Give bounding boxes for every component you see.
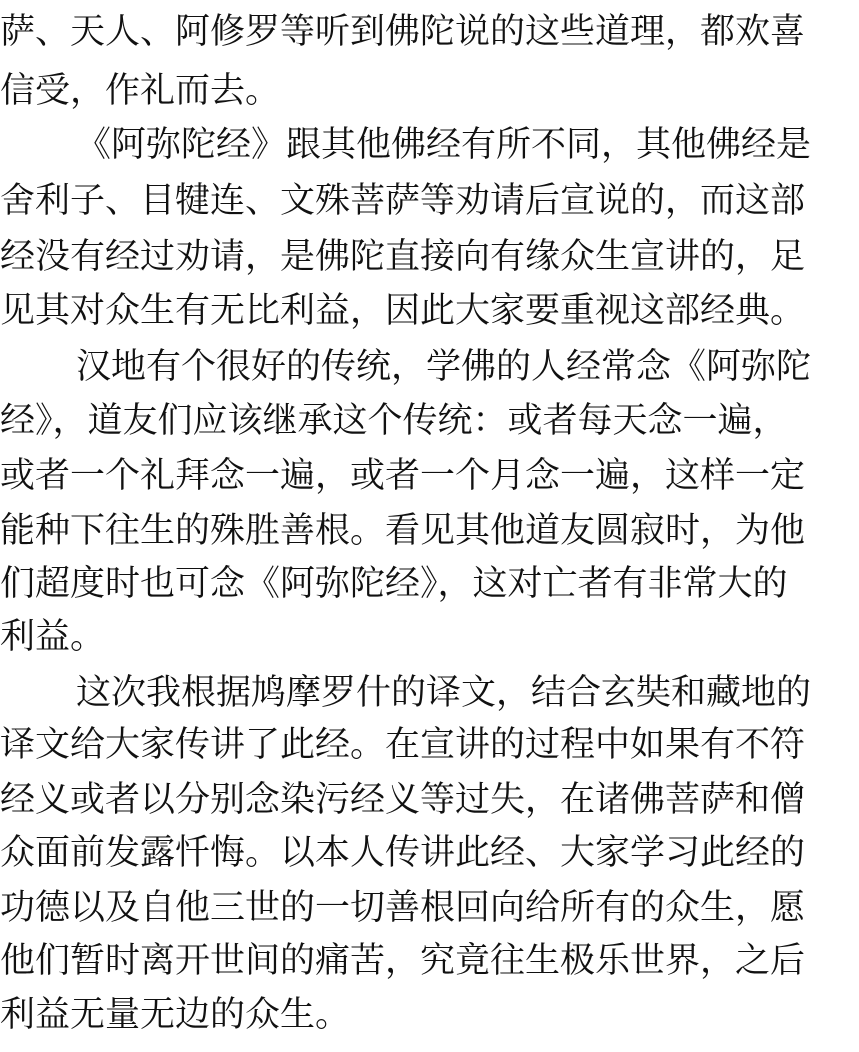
paragraph-first-line: 这次我根据鸠摩罗什的译文，结合玄奘和藏地的 bbox=[76, 673, 812, 713]
text-line: 们超度时也可念《阿弥陀经》，这对亡者有非常大的 bbox=[0, 564, 788, 604]
text-line: 他们暂时离开世间的痛苦，究竟往生极乐世界，之后 bbox=[0, 941, 806, 981]
text-line: 萨、天人、阿修罗等听到佛陀说的这些道理，都欢喜 bbox=[0, 12, 806, 52]
text-line: 经》，道友们应该继承这个传统：或者每天念一遍， bbox=[0, 401, 788, 441]
text-line: 利益。 bbox=[0, 617, 106, 657]
text-line: 译文给大家传讲了此经。在宣讲的过程中如果有不符 bbox=[0, 725, 806, 765]
text-line: 信受，作礼而去。 bbox=[0, 71, 281, 111]
text-line: 经义或者以分别念染污经义等过失，在诸佛菩萨和僧 bbox=[0, 780, 806, 820]
text-line: 经没有经过劝请，是佛陀直接向有缘众生宣讲的，足 bbox=[0, 237, 806, 277]
text-line: 能种下往生的殊胜善根。看见其他道友圆寂时，为他 bbox=[0, 511, 806, 551]
text-line: 舍利子、目犍连、文殊菩萨等劝请后宣说的，而这部 bbox=[0, 181, 806, 221]
text-line: 功德以及自他三世的一切善根回向给所有的众生，愿 bbox=[0, 888, 806, 928]
text-line: 见其对众生有无比利益，因此大家要重视这部经典。 bbox=[0, 291, 806, 331]
text-line: 众面前发露忏悔。以本人传讲此经、大家学习此经的 bbox=[0, 833, 806, 873]
text-line: 利益无量无边的众生。 bbox=[0, 995, 351, 1035]
paragraph-first-line: 汉地有个很好的传统，学佛的人经常念《阿弥陀 bbox=[76, 347, 812, 387]
text-line: 或者一个礼拜念一遍，或者一个月念一遍，这样一定 bbox=[0, 456, 806, 496]
paragraph-first-line: 《阿弥陀经》跟其他佛经有所不同，其他佛经是 bbox=[76, 125, 812, 165]
